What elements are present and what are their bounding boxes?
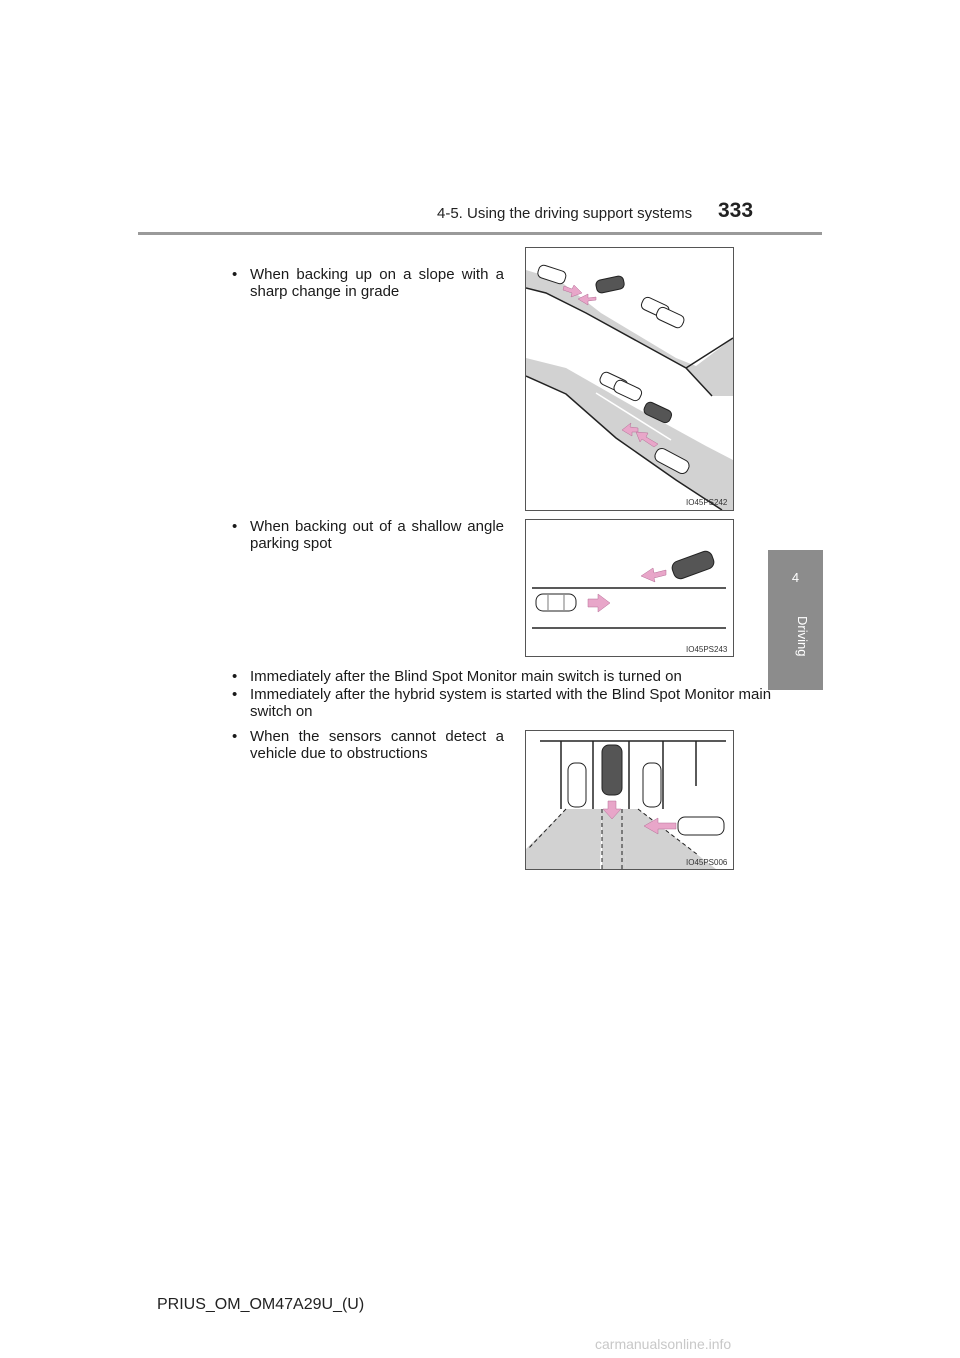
header-section-title: 4-5. Using the driving support systems — [437, 205, 693, 222]
figure-obstructions — [525, 730, 734, 870]
figure-slope-grade — [525, 247, 734, 511]
page-number: 333 — [718, 199, 754, 222]
bullet-item — [232, 686, 772, 720]
chapter-label: Driving — [795, 616, 810, 657]
watermark: carmanualsonline.info — [595, 1336, 732, 1352]
bullet-item — [232, 518, 504, 552]
bullet-text: Immediately after the Blind Spot Monitor main switch is turned on — [250, 668, 682, 685]
car-icon — [595, 275, 625, 294]
car-icon — [643, 763, 661, 807]
figure-code: IO45PS243 — [686, 645, 728, 654]
chapter-tab-number — [768, 550, 823, 608]
bullet-text: When the sensors cannot detect a vehicle due to obstructions — [250, 728, 504, 762]
bullet-marker: • — [232, 686, 238, 703]
bullet-marker: • — [232, 668, 238, 685]
slope-illustration — [526, 248, 733, 510]
bullet-item — [232, 728, 504, 762]
chapter-number: 4 — [791, 570, 800, 585]
bullet-item — [232, 668, 772, 685]
bullet-text: When backing up on a slope with a sharp change in grade — [250, 266, 504, 300]
car-icon — [655, 306, 686, 330]
bullet-item — [232, 266, 504, 300]
car-icon — [568, 763, 586, 807]
car-icon — [536, 594, 576, 611]
figure-code: IO45PS006 — [686, 858, 728, 867]
obstruction-illustration — [526, 731, 733, 869]
chapter-tab-label — [768, 608, 823, 690]
footer-document-id: PRIUS_OM_OM47A29U_(U) — [157, 1296, 365, 1313]
figure-code: IO45PS242 — [686, 498, 728, 507]
bullet-text: Immediately after the hybrid system is started with the Blind Spot Monitor main switch on — [250, 686, 772, 720]
parking-illustration — [526, 520, 733, 656]
header-rule — [138, 232, 822, 235]
bullet-marker: • — [232, 266, 238, 283]
car-icon — [678, 817, 724, 835]
figure-angle-parking — [525, 519, 734, 657]
bullet-marker: • — [232, 518, 238, 535]
car-icon — [670, 549, 716, 580]
arrow-icon — [588, 568, 666, 612]
car-icon — [602, 745, 622, 795]
bullet-text: When backing out of a shallow angle parking spot — [250, 518, 504, 552]
bullet-marker: • — [232, 728, 238, 745]
